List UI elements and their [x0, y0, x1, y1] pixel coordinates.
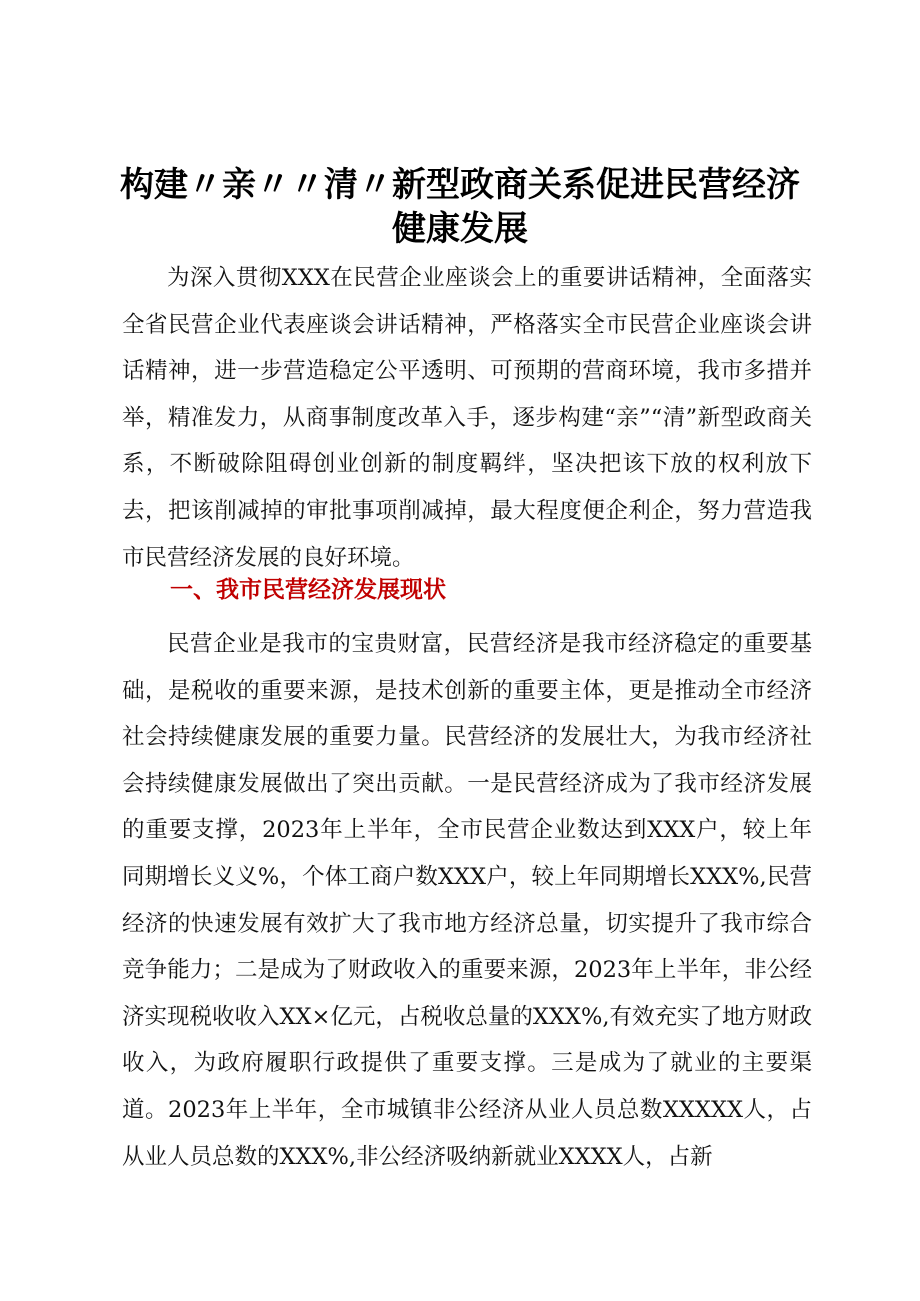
intro-paragraph: 为深入贯彻XXX在民营企业座谈会上的重要讲话精神，全面落实全省民营企业代表座谈会讲话精神，严格落实全市民营企业座谈会讲话精神，进一步营造稳定公平透明、可预期的营商环境，我市多措并举，精准发力，从商事制度改革入手，逐步构建“亲”“清”新型政商关系，不断破除阻碍创业创新的制度羁绊，坚决把该下放的权利放下去，把该削减掉的审批事项削减掉，最大程度便企利企，努力营造我市民营经济发展的良好环境。	[122, 265, 812, 571]
section-1-paragraph: 民营企业是我市的宝贵财富，民营经济是我市经济稳定的重要基础，是税收的重要来源，是技术创新的重要主体，更是推动全市经济社会持续健康发展的重要力量。民营经济的发展壮大，为我市经济社会持续健康发展做出了突出贡献。一是民营经济成为了我市经济发展的重要支撑，2023年上半年，全市民营企业数达到XXX户，较上年同期增长义义%，个体工商户数XXX户，较上年同期增长XXX%,民营经济的快速发展有效扩大了我市地方经济总量，切实提升了我市综合竞争能力；二是成为了财政收入的重要来源，2023年上半年，非公经济实现税收收入XX×亿元，占税收总量的XXX%,有效充实了地方财政收入，为政府履职行政提供了重要支撑。三是成为了就业的主要渠道。2023年上半年，全市城镇非公经济从业人员总数XXXXX人，占从业人员总数的XXX%,非公经济吸纳新就业XXXX人，占新	[122, 631, 812, 1170]
section-heading-1: 一、我市民营经济发展现状	[170, 577, 446, 603]
document-title-line-2: 健康发展	[392, 209, 528, 249]
document-title-line-1: 构建〃亲〃〃清〃新型政商关系促进民营经济	[120, 165, 800, 205]
